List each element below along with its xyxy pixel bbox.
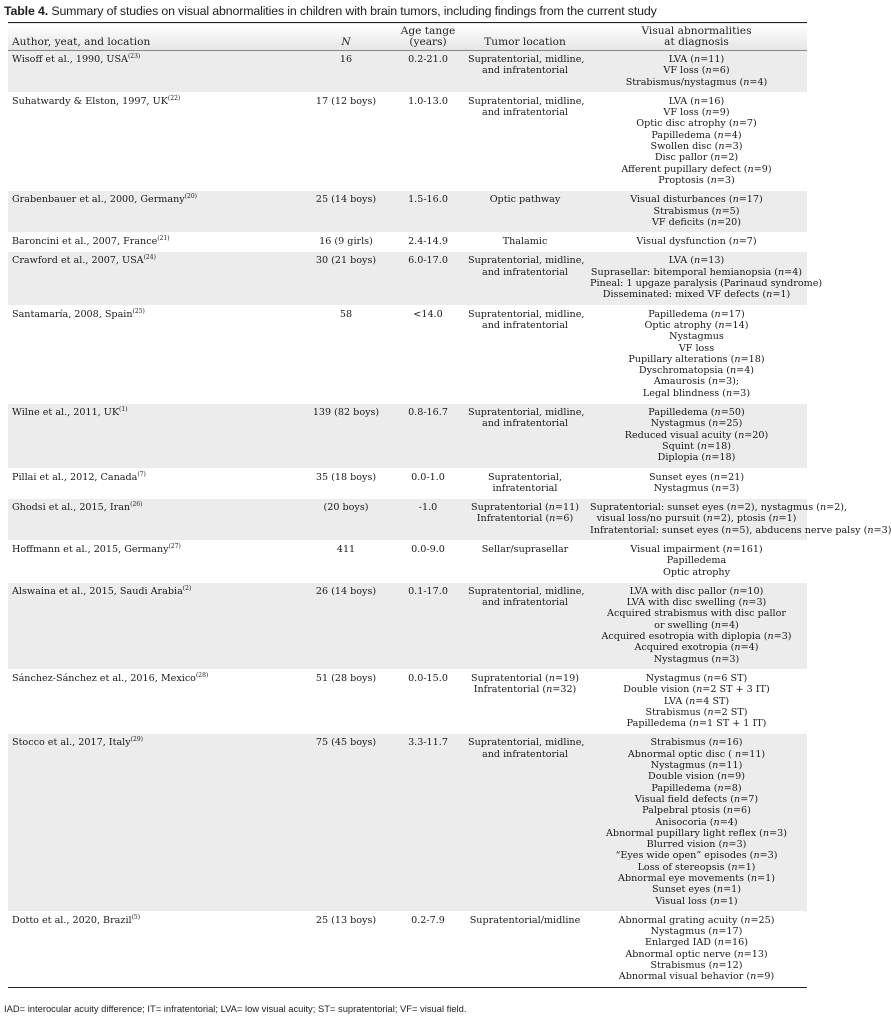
studies-table — [8, 22, 891, 988]
table-header-row — [8, 23, 807, 51]
cell-n: 139 (82 boys) — [300, 404, 392, 468]
reference-number: (2) — [182, 584, 192, 592]
cell-age-range: 1.0-13.0 — [408, 95, 448, 107]
reference-number: (5) — [131, 913, 141, 921]
finding-line: visual loss/no pursuit (n=2), ptosis (n=1) — [596, 513, 797, 525]
cell-visual-abnormalities — [586, 911, 807, 987]
header-n-label: N — [341, 36, 351, 48]
header-n — [300, 23, 392, 51]
finding-line: Optic atrophy — [662, 566, 731, 578]
finding-line: VF loss (n=9) — [663, 107, 730, 119]
location-line: Thalamic — [502, 236, 548, 248]
reference-number: (24) — [143, 254, 156, 262]
finding-line: Infratentorial: sunset eyes (n=5), abducens nerve palsy (n=3) — [590, 524, 891, 536]
finding-line: Strabismus/nystagmus (n=4) — [625, 76, 768, 88]
author-text: Wilne et al., 2011, UK — [12, 407, 120, 419]
finding-line: LVA with disc pallor (n=10) — [629, 585, 764, 597]
finding-line: “Eyes wide open” episodes (n=3) — [615, 850, 778, 862]
cell-tumor-location — [464, 540, 586, 582]
cell-tumor-location — [464, 404, 586, 468]
cell-age-range: 0.0-15.0 — [408, 672, 448, 684]
cell-author — [8, 499, 300, 541]
header-age — [392, 23, 464, 51]
location-line: Supratentorial, midline, — [468, 308, 585, 320]
cell-visual-abnormalities — [586, 51, 807, 93]
finding-line: Optic disc atrophy (n=7) — [636, 118, 757, 130]
author-text: Santamaría, 2008, Spain — [12, 308, 133, 320]
table-row — [8, 404, 807, 468]
finding-line: LVA (n=13) — [668, 255, 725, 267]
finding-line: Papilledema (n=50) — [648, 407, 745, 419]
finding-line: Diplopia (n=18) — [657, 452, 736, 464]
finding-line: Abnormal optic nerve (n=13) — [625, 948, 768, 960]
table-row — [8, 669, 807, 733]
cell-author — [8, 191, 300, 233]
cell-author — [8, 252, 300, 305]
cell-visual-abnormalities — [586, 540, 807, 582]
location-line: and infratentorial — [482, 65, 568, 77]
finding-line: Pupillary alterations (n=18) — [628, 353, 765, 365]
finding-line: Papilledema (n=17) — [648, 308, 745, 320]
cell-tumor-location — [464, 92, 586, 190]
finding-line: Reduced visual acuity (n=20) — [624, 429, 769, 441]
finding-line: Legal blindness (n=3) — [642, 387, 751, 399]
finding-line: Dyschromatopsia (n=4) — [638, 365, 755, 377]
finding-line: Palpebral ptosis (n=6) — [642, 805, 751, 817]
cell-age-range: 0.8-16.7 — [392, 404, 464, 468]
cell-tumor-location — [464, 582, 586, 669]
finding-line: Strabismus (n=2 ST) — [645, 706, 748, 718]
finding-line: VF loss (n=6) — [663, 65, 730, 77]
cell-age-range: 2.4-14.9 — [408, 236, 448, 248]
author-text: Sánchez-Sánchez et al., 2016, Mexico — [12, 672, 196, 684]
location-line: Sellar/suprasellar — [481, 543, 569, 555]
finding-line: LVA (n=16) — [668, 95, 725, 107]
author-text: Crawford et al., 2007, USA — [12, 255, 144, 267]
cell-tumor-location — [464, 233, 586, 252]
cell-author — [8, 540, 300, 582]
finding-line: Papilledema (n=1 ST + 1 IT) — [626, 718, 767, 730]
finding-line: LVA with disc swelling (n=3) — [626, 597, 767, 609]
table-row — [8, 92, 807, 190]
cell-author — [8, 911, 300, 987]
location-line: and infratentorial — [482, 107, 568, 119]
cell-n: 17 (12 boys) — [315, 95, 377, 107]
cell-n: 26 (14 boys) — [300, 582, 392, 669]
location-line: Supratentorial, midline, — [468, 95, 585, 107]
finding-line: Strabismus (n=5) — [653, 205, 740, 217]
finding-line: or swelling (n=4) — [654, 619, 739, 631]
cell-age-range: 3.3-11.7 — [392, 734, 464, 911]
reference-number: (21) — [157, 235, 170, 243]
table-footnote: IAD= interocular acuity difference; IT= infratentorial; LVA= low visual acuity; ST= supratentorial; VF= visual field. — [4, 1003, 467, 1014]
cell-age-range: 0.2-7.9 — [411, 914, 445, 926]
cell-author — [8, 669, 300, 733]
cell-visual-abnormalities — [586, 499, 891, 541]
finding-line: Nystagmus (n=25) — [650, 418, 743, 430]
author-text: Baroncini et al., 2007, France — [12, 236, 158, 248]
table-row — [8, 582, 807, 669]
header-location: Tumor location — [484, 36, 566, 48]
finding-line: Visual loss (n=1) — [655, 895, 738, 907]
finding-line: Abnormal visual behavior (n=9) — [618, 971, 775, 983]
finding-line: Enlarged IAD (n=16) — [645, 937, 748, 949]
table-row — [8, 252, 807, 305]
reference-number: (29) — [130, 736, 143, 744]
cell-tumor-location — [464, 252, 586, 305]
finding-line: Acquired strabismus with disc pallor — [607, 608, 786, 620]
finding-line: Pineal: 1 upgaze paralysis (Parinaud syndrome) — [590, 278, 823, 290]
cell-tumor-location — [464, 191, 586, 233]
finding-line: Nystagmus (n=11) — [650, 760, 743, 772]
cell-visual-abnormalities — [586, 92, 807, 190]
cell-tumor-location — [464, 734, 586, 911]
location-line: Supratentorial (n=19) — [471, 672, 579, 684]
author-text: Hoffmann et al., 2015, Germany — [12, 543, 169, 555]
header-age-line1: Age tange — [400, 25, 456, 37]
header-visual-line2: at diagnosis — [664, 36, 729, 48]
author-text: Pillai et al., 2012, Canada — [12, 471, 138, 483]
finding-line: Afferent pupillary defect (n=9) — [621, 163, 772, 175]
author-text: Dotto et al., 2020, Brazil — [12, 914, 132, 926]
finding-line: Disc pallor (n=2) — [654, 152, 739, 164]
reference-number: (28) — [195, 671, 209, 679]
cell-visual-abnormalities — [586, 734, 807, 911]
cell-visual-abnormalities — [586, 233, 807, 252]
cell-author — [8, 582, 300, 669]
location-line: Optic pathway — [489, 194, 561, 206]
cell-tumor-location — [464, 499, 586, 541]
table-row — [8, 499, 807, 541]
finding-line: LVA (n=11) — [668, 54, 725, 65]
finding-line: Swollen disc (n=3) — [650, 141, 743, 153]
cell-n: 16 (9 girls) — [319, 236, 373, 248]
finding-line: Acquired exotropia (n=4) — [634, 642, 759, 654]
location-line: Infratentorial (n=32) — [473, 684, 577, 696]
cell-visual-abnormalities — [586, 582, 807, 669]
reference-number: (7) — [137, 470, 146, 478]
cell-age-range: 0.1-17.0 — [392, 582, 464, 669]
finding-line: Blurred vision (n=3) — [646, 839, 747, 851]
cell-tumor-location — [464, 305, 586, 403]
author-text: Stocco et al., 2017, Italy — [12, 737, 131, 749]
finding-line: Papilledema (n=8) — [651, 782, 742, 794]
finding-line: Visual disturbances (n=17) — [630, 194, 763, 206]
table-row — [8, 911, 807, 987]
cell-n: 25 (13 boys) — [315, 914, 377, 926]
author-text: Wisoff et al., 1990, USA — [12, 54, 128, 65]
cell-visual-abnormalities — [586, 669, 807, 733]
table-row — [8, 191, 807, 233]
cell-visual-abnormalities — [586, 305, 807, 403]
finding-line: Double vision (n=9) — [648, 771, 745, 783]
location-line: Supratentorial/midline — [469, 914, 581, 926]
finding-line: Supratentorial: sunset eyes (n=2), nystagmus (n=2), — [590, 502, 848, 514]
location-line: Supratentorial (n=11) — [471, 502, 579, 514]
author-text: Grabenbauer et al., 2000, Germany — [12, 194, 185, 206]
table-row — [8, 468, 807, 499]
cell-age-range: 0.2-21.0 — [392, 51, 464, 93]
cell-n: 75 (45 boys) — [300, 734, 392, 911]
cell-n: (20 boys) — [300, 499, 392, 541]
finding-line: Amaurosis (n=3); — [653, 376, 740, 388]
cell-age-range: 0.0-9.0 — [411, 543, 445, 555]
table-row — [8, 51, 807, 93]
cell-tumor-location — [464, 468, 586, 499]
header-age-line2: (years) — [409, 36, 447, 48]
finding-line: Disseminated: mixed VF defects (n=1) — [602, 289, 791, 301]
finding-line: Optic atrophy (n=14) — [644, 319, 749, 331]
finding-line: Papilledema (n=4) — [651, 129, 742, 141]
author-text: Ghodsi et al., 2015, Iran — [12, 502, 131, 514]
reference-number: (25) — [132, 307, 145, 315]
cell-tumor-location — [464, 51, 586, 93]
author-text: Alswaina et al., 2015, Saudi Arabia — [12, 585, 183, 597]
finding-line: Squint (n=18) — [662, 440, 731, 452]
reference-number: (26) — [130, 501, 143, 509]
cell-author — [8, 92, 300, 190]
finding-line: Visual dysfunction (n=7) — [636, 236, 757, 248]
location-line: and infratentorial — [482, 418, 568, 430]
finding-line: Sunset eyes (n=21) — [648, 471, 745, 483]
cell-author — [8, 305, 300, 403]
finding-line: Nystagmus — [669, 331, 724, 343]
location-line: Supratentorial, midline, — [468, 54, 585, 65]
finding-line: Nystagmus (n=3) — [653, 482, 740, 494]
finding-line: Suprasellar: bitemporal hemianopsia (n=4) — [590, 266, 803, 278]
table-row — [8, 305, 807, 403]
finding-line: Abnormal optic disc ( n=11) — [627, 748, 766, 760]
table-row — [8, 233, 807, 252]
cell-author — [8, 468, 300, 499]
location-line: Supratentorial, midline, — [468, 737, 585, 749]
table-label: Table 4. — [4, 4, 49, 18]
cell-author — [8, 734, 300, 911]
cell-n: 35 (18 boys) — [315, 471, 377, 483]
cell-age-range: <14.0 — [413, 308, 443, 320]
cell-visual-abnormalities — [586, 191, 807, 233]
reference-number: (1) — [119, 406, 128, 414]
finding-line: VF deficits (n=20) — [651, 216, 742, 228]
finding-line: Nystagmus (n=17) — [650, 926, 743, 938]
caption-text: Summary of studies on visual abnormalities in children with brain tumors, including findings from the current study — [48, 4, 657, 18]
finding-line: Double vision (n=2 ST + 3 IT) — [623, 684, 770, 696]
cell-age-range: 0.0-1.0 — [411, 471, 445, 483]
cell-age-range: 6.0-17.0 — [392, 252, 464, 305]
table-row — [8, 734, 807, 911]
cell-n: 58 — [339, 308, 353, 320]
cell-age-range: -1.0 — [392, 499, 464, 541]
reference-number: (23) — [127, 53, 141, 60]
finding-line: Visual field defects (n=7) — [634, 793, 759, 805]
finding-line: Papilledema — [666, 555, 727, 567]
cell-n: 30 (21 boys) — [300, 252, 392, 305]
location-line: and infratentorial — [482, 266, 568, 278]
cell-visual-abnormalities — [586, 252, 823, 305]
table-caption — [4, 4, 804, 18]
table-row — [8, 540, 807, 582]
finding-line: Abnormal pupillary light reflex (n=3) — [606, 827, 787, 839]
cell-n: 51 (28 boys) — [315, 672, 377, 684]
header-visual-line1: Visual abnormalities — [641, 25, 752, 37]
reference-number: (27) — [168, 542, 181, 550]
finding-line: Strabismus (n=16) — [650, 737, 743, 749]
cell-tumor-location — [464, 669, 586, 733]
cell-tumor-location — [464, 911, 586, 987]
cell-author — [8, 233, 300, 252]
cell-visual-abnormalities — [586, 468, 807, 499]
header-visual — [586, 23, 807, 51]
cell-n: 25 (14 boys) — [300, 191, 392, 233]
location-line: Supratentorial, — [487, 471, 563, 483]
finding-line: Abnormal eye movements (n=1) — [618, 873, 775, 884]
finding-line: Strabismus (n=12) — [650, 960, 743, 972]
finding-line: Nystagmus (n=6 ST) — [645, 672, 748, 684]
finding-line: Abnormal grating acuity (n=25) — [618, 914, 775, 926]
cell-n: 411 — [336, 543, 356, 555]
location-line: and infratentorial — [482, 597, 568, 609]
cell-n: 16 — [300, 51, 392, 93]
author-text: Suhatwardy & Elston, 1997, UK — [12, 95, 168, 107]
finding-line: Loss of stereopsis (n=1) — [637, 861, 756, 873]
finding-line: Nystagmus (n=3) — [653, 653, 740, 665]
location-line: Infratentorial (n=6) — [476, 513, 574, 525]
location-line: Supratentorial, midline, — [468, 407, 585, 419]
location-line: Supratentorial, midline, — [468, 255, 585, 267]
finding-line: VF loss — [678, 342, 715, 354]
cell-visual-abnormalities — [586, 404, 807, 468]
finding-line: Acquired esotropia with diplopia (n=3) — [601, 631, 792, 643]
finding-line: Anisocoria (n=4) — [655, 816, 738, 828]
location-line: infratentorial — [492, 482, 558, 494]
reference-number: (22) — [167, 94, 181, 102]
location-line: and infratentorial — [482, 319, 568, 331]
header-author: Author, yeat, and location — [12, 36, 151, 48]
location-line: and infratentorial — [482, 748, 568, 760]
cell-age-range: 1.5-16.0 — [392, 191, 464, 233]
location-line: Supratentorial, midline, — [468, 585, 585, 597]
reference-number: (20) — [184, 193, 198, 201]
finding-line: Visual impairment (n=161) — [630, 543, 763, 555]
finding-line: Sunset eyes (n=1) — [651, 884, 742, 896]
finding-line: Proptosis (n=3) — [658, 174, 735, 186]
finding-line: LVA (n=4 ST) — [663, 695, 730, 707]
cell-author — [8, 51, 300, 93]
cell-author — [8, 404, 300, 468]
